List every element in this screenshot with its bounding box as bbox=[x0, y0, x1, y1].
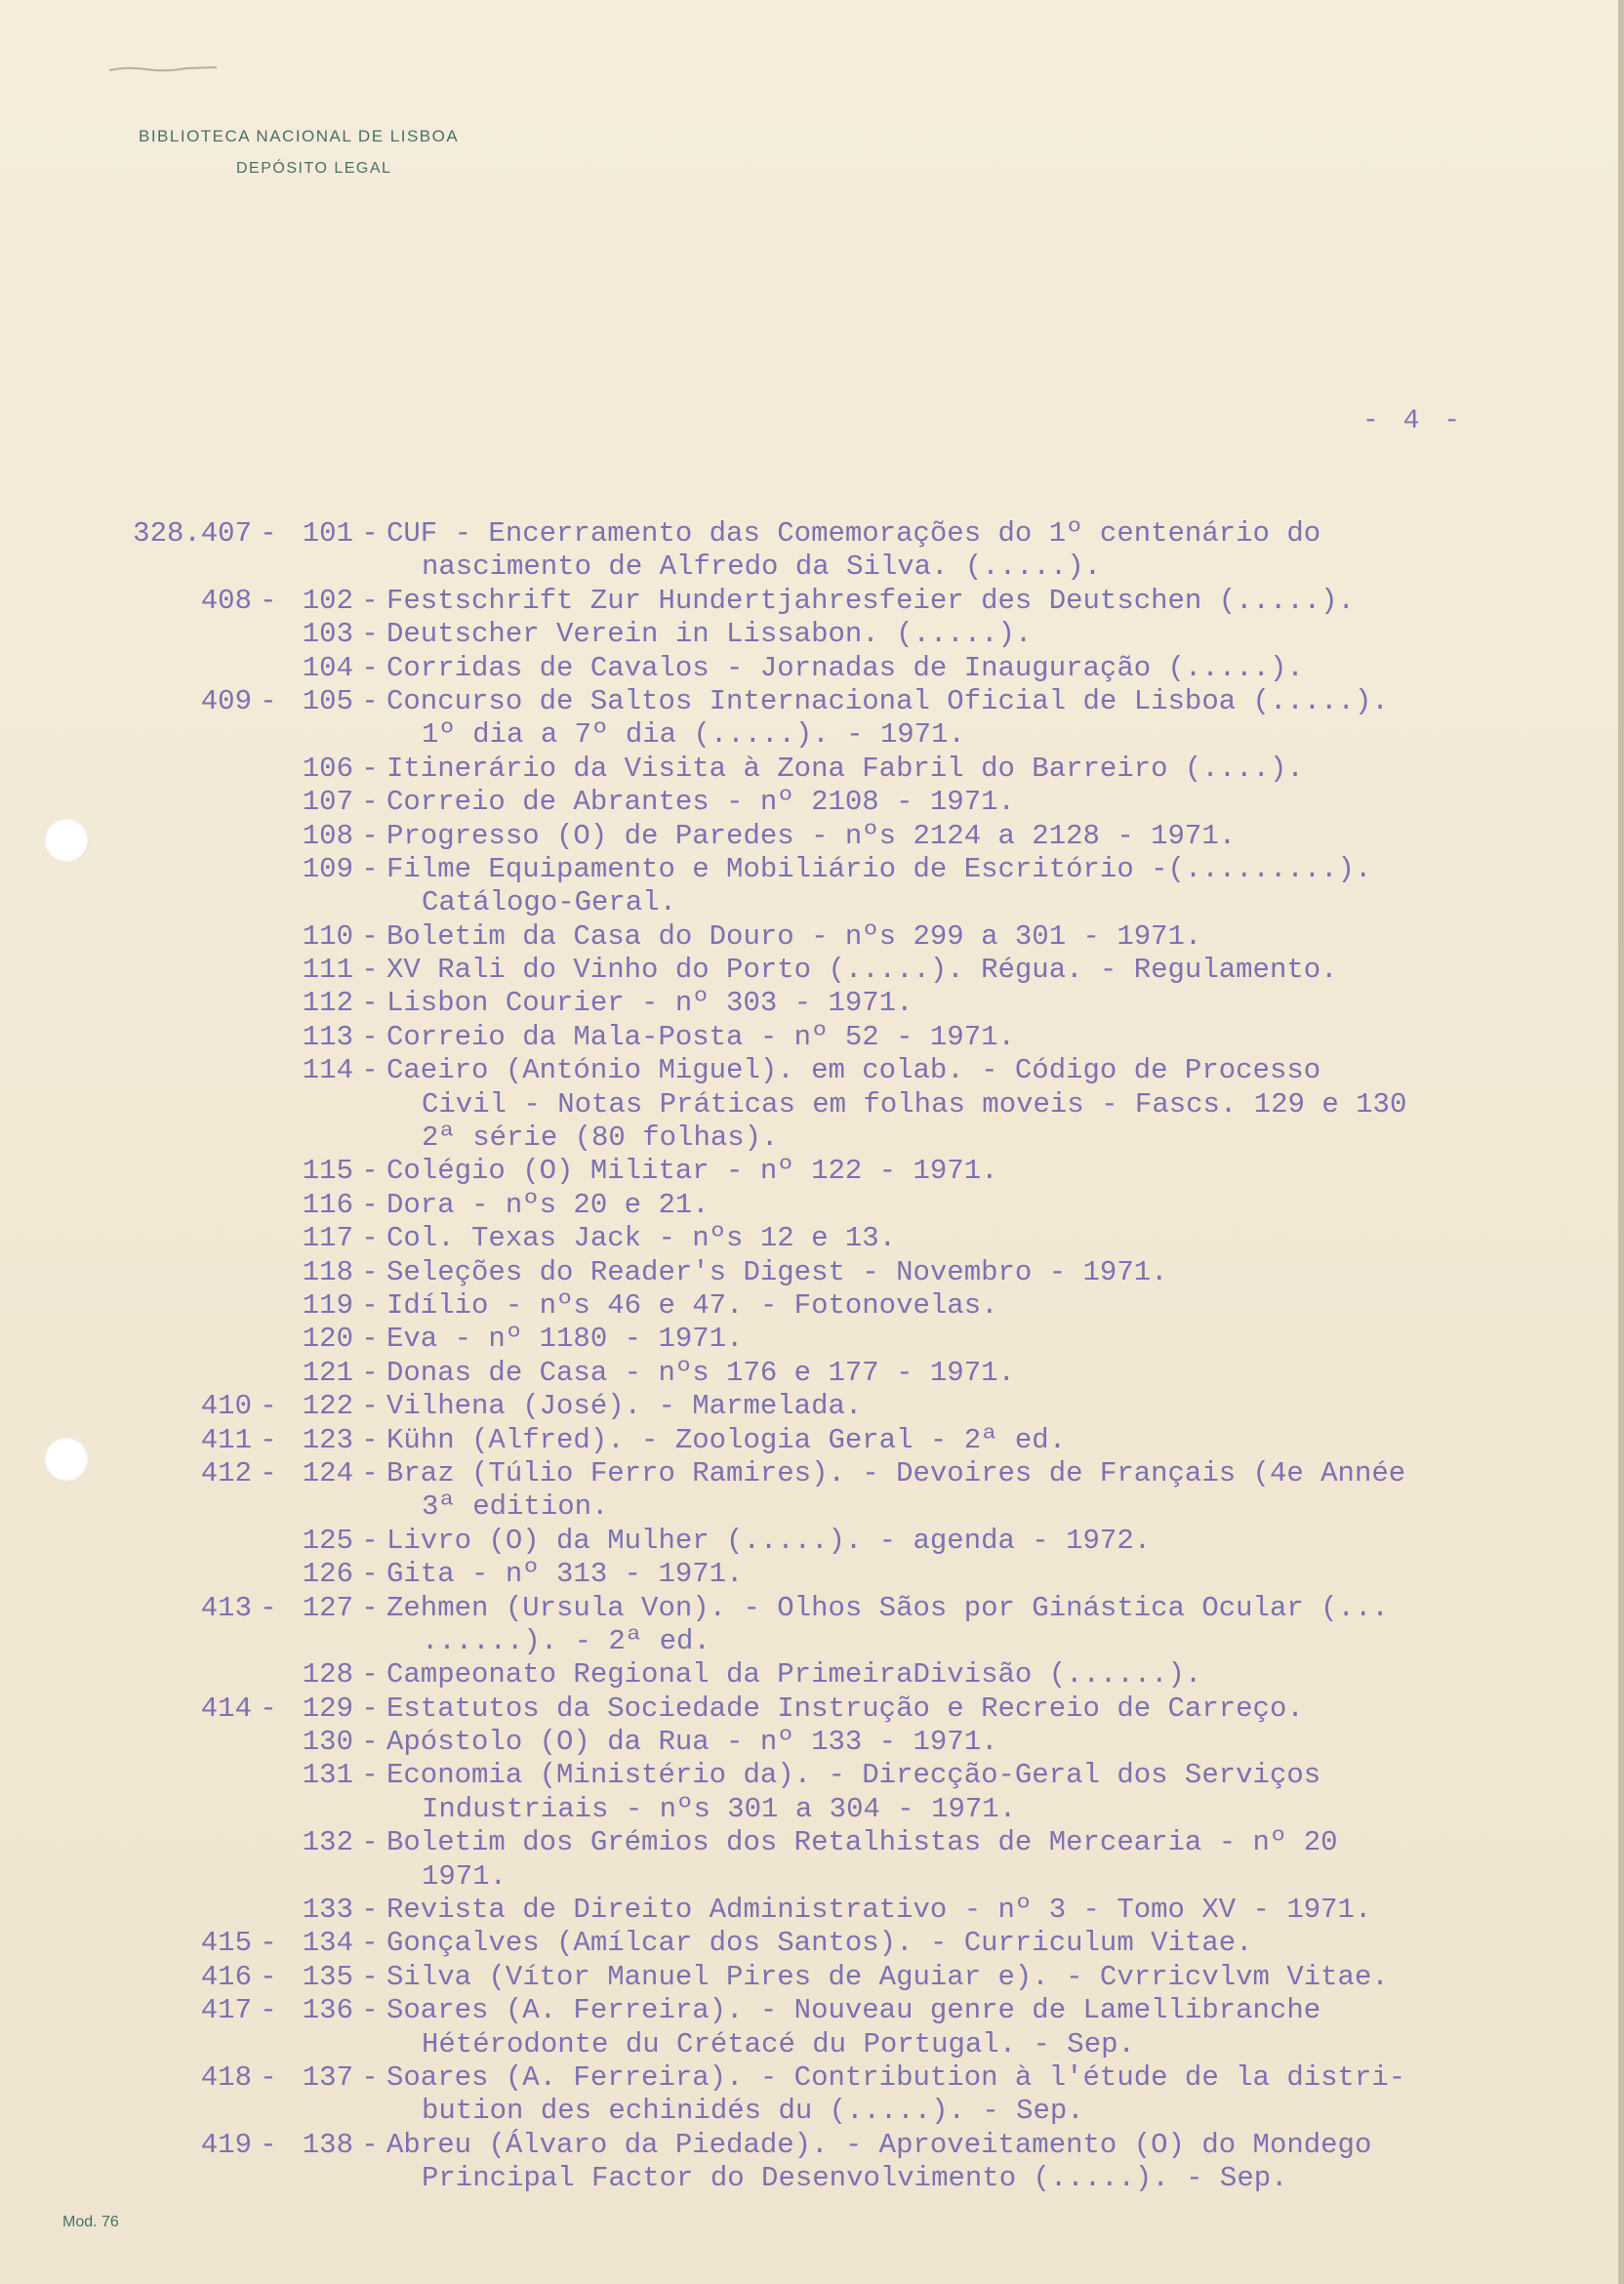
dash-separator: - bbox=[361, 1692, 379, 1725]
entry-row bbox=[105, 1592, 1608, 1625]
entry-row bbox=[105, 1256, 1608, 1289]
item-number: 110 bbox=[302, 919, 353, 953]
deposit-entries-list bbox=[105, 517, 1608, 2196]
dash-separator: - bbox=[260, 1927, 277, 1960]
entry-continuation bbox=[105, 2095, 1608, 2128]
item-number: 104 bbox=[302, 651, 353, 684]
entry-text: Boletim dos Grémios dos Retalhistas de Mercearia - nº 20 bbox=[386, 1826, 1338, 1859]
dash-separator: - bbox=[361, 1255, 379, 1288]
item-number: 108 bbox=[302, 819, 353, 852]
item-number: 112 bbox=[302, 987, 353, 1020]
dash-separator: - bbox=[361, 1894, 379, 1927]
item-number: 127 bbox=[302, 1591, 353, 1624]
entry-text: Principal Factor do Desenvolvimento (.....). - Sep. bbox=[422, 2162, 1288, 2195]
entry-text: XV Rali do Vinho do Porto (.....). Régua. - Regulamento. bbox=[386, 954, 1338, 987]
dash-separator: - bbox=[361, 1826, 379, 1859]
registration-number: 412 bbox=[200, 1456, 252, 1489]
dash-separator: - bbox=[361, 1390, 379, 1423]
dash-separator: - bbox=[260, 1423, 277, 1456]
entry-row bbox=[105, 1289, 1608, 1323]
entry-row bbox=[105, 685, 1608, 718]
entry-row bbox=[105, 1826, 1608, 1859]
entry-text: Silva (Vítor Manuel Pires de Aguiar e). - Cvrricvlvm Vitae. bbox=[386, 1960, 1389, 1993]
dash-separator: - bbox=[361, 954, 379, 987]
dash-separator: - bbox=[361, 1658, 379, 1692]
entry-row bbox=[105, 1323, 1608, 1356]
entry-row bbox=[105, 652, 1608, 685]
entry-row bbox=[105, 954, 1608, 987]
entry-text: bution des echinidés du (.....). - Sep. bbox=[422, 2095, 1084, 2128]
dash-separator: - bbox=[361, 2060, 379, 2094]
entry-text: Zehmen (Ursula Von). - Olhos Sãos por Ginástica Ocular (... bbox=[386, 1591, 1389, 1624]
entry-text: 1º dia a 7º dia (.....). - 1971. bbox=[422, 718, 965, 752]
dash-separator: - bbox=[361, 819, 379, 852]
dash-separator: - bbox=[361, 1994, 379, 2027]
entry-text: Catálogo-Geral. bbox=[422, 886, 677, 919]
dash-separator: - bbox=[361, 651, 379, 684]
entry-row bbox=[105, 1994, 1608, 2027]
dash-separator: - bbox=[260, 1692, 277, 1725]
item-number: 102 bbox=[302, 584, 353, 617]
dash-separator: - bbox=[260, 684, 277, 717]
entry-continuation bbox=[105, 1122, 1608, 1155]
entry-row bbox=[105, 1961, 1608, 1994]
entry-row bbox=[105, 1390, 1608, 1423]
item-number: 126 bbox=[302, 1558, 353, 1591]
entry-row bbox=[105, 1054, 1608, 1087]
dash-separator: - bbox=[361, 1356, 379, 1389]
item-number: 124 bbox=[302, 1456, 353, 1489]
entry-text: Braz (Túlio Ferro Ramires). - Devoires de Français (4e Année bbox=[386, 1456, 1406, 1489]
registration-number: 415 bbox=[200, 1927, 252, 1960]
entry-row bbox=[105, 987, 1608, 1020]
entry-continuation bbox=[105, 1860, 1608, 1894]
item-number: 132 bbox=[302, 1826, 353, 1859]
entry-text: Correio da Mala-Posta - nº 52 - 1971. bbox=[386, 1020, 1015, 1053]
entry-text: Soares (A. Ferreira). - Contribution à l'étude de la distri- bbox=[386, 2060, 1406, 2094]
entry-text: Campeonato Regional da PrimeiraDivisão (......). bbox=[386, 1658, 1202, 1692]
entry-text: Kühn (Alfred). - Zoologia Geral - 2ª ed. bbox=[386, 1423, 1067, 1456]
entry-row bbox=[105, 1021, 1608, 1054]
entry-row bbox=[105, 1457, 1608, 1490]
item-number: 123 bbox=[302, 1423, 353, 1456]
entry-text: Gonçalves (Amílcar dos Santos). - Curriculum Vitae. bbox=[386, 1927, 1253, 1960]
entry-row bbox=[105, 1222, 1608, 1255]
entry-row bbox=[105, 786, 1608, 819]
dash-separator: - bbox=[260, 1994, 277, 2027]
entry-row bbox=[105, 1189, 1608, 1222]
entry-text: Hétérodonte du Crétacé du Portugal. - Sep. bbox=[422, 2027, 1135, 2060]
letterhead bbox=[139, 127, 548, 178]
entry-text: Vilhena (José). - Marmelada. bbox=[386, 1390, 863, 1423]
entry-text: Economia (Ministério da). - Direcção-Geral dos Serviços bbox=[386, 1759, 1321, 1792]
registration-number: 418 bbox=[200, 2060, 252, 2094]
entry-row bbox=[105, 1927, 1608, 1960]
item-number: 134 bbox=[302, 1927, 353, 1960]
item-number: 136 bbox=[302, 1994, 353, 2027]
dash-separator: - bbox=[361, 684, 379, 717]
entry-continuation bbox=[105, 2162, 1608, 2195]
form-model-label: Mod. 76 bbox=[62, 2214, 119, 2230]
item-number: 135 bbox=[302, 1960, 353, 1993]
entry-row bbox=[105, 753, 1608, 786]
item-number: 131 bbox=[302, 1759, 353, 1792]
dash-separator: - bbox=[361, 987, 379, 1020]
item-number: 129 bbox=[302, 1692, 353, 1725]
entry-continuation bbox=[105, 718, 1608, 752]
dash-separator: - bbox=[260, 1960, 277, 1993]
entry-row bbox=[105, 853, 1608, 886]
dash-separator: - bbox=[260, 2060, 277, 2094]
institution-name: BIBLIOTECA NACIONAL DE LISBOA bbox=[139, 127, 460, 145]
item-number: 101 bbox=[302, 517, 353, 550]
item-number: 130 bbox=[302, 1726, 353, 1759]
item-number: 116 bbox=[302, 1188, 353, 1221]
entry-text: Seleções do Reader's Digest - Novembro - 1971. bbox=[386, 1255, 1168, 1288]
registration-number: 411 bbox=[200, 1423, 252, 1456]
entry-text: CUF - Encerramento das Comemorações do 1º centenário do bbox=[386, 517, 1321, 550]
entry-text: Festschrift Zur Hundertjahresfeier des Deutschen (.....). bbox=[386, 584, 1355, 617]
entry-continuation bbox=[105, 1490, 1608, 1524]
item-number: 106 bbox=[302, 752, 353, 785]
entry-row bbox=[105, 618, 1608, 651]
entry-text: Apóstolo (O) da Rua - nº 133 - 1971. bbox=[386, 1726, 998, 1759]
item-number: 122 bbox=[302, 1390, 353, 1423]
item-number: 119 bbox=[302, 1288, 353, 1322]
entry-row bbox=[105, 1726, 1608, 1759]
dash-separator: - bbox=[361, 752, 379, 785]
dash-separator: - bbox=[361, 1054, 379, 1087]
dash-separator: - bbox=[260, 2128, 277, 2161]
entry-row bbox=[105, 1525, 1608, 1558]
entry-text: Deutscher Verein in Lissabon. (.....). bbox=[386, 618, 1033, 651]
entry-row bbox=[105, 820, 1608, 853]
entry-continuation bbox=[105, 1625, 1608, 1658]
entry-row bbox=[105, 1658, 1608, 1692]
entry-text: Abreu (Álvaro da Piedade). - Aproveitamento (O) do Mondego bbox=[386, 2128, 1372, 2161]
entry-row bbox=[105, 1155, 1608, 1188]
registration-number: 413 bbox=[200, 1591, 252, 1624]
registration-number: 419 bbox=[200, 2128, 252, 2161]
entry-text: 3ª edition. bbox=[422, 1490, 609, 1524]
entry-text: 1971. bbox=[422, 1859, 508, 1893]
registration-number: 408 bbox=[200, 584, 252, 617]
entry-continuation bbox=[105, 1088, 1608, 1122]
item-number: 109 bbox=[302, 852, 353, 885]
registration-number: 328.407 bbox=[133, 517, 252, 550]
entry-text: Donas de Casa - nºs 176 e 177 - 1971. bbox=[386, 1356, 1015, 1389]
dash-separator: - bbox=[361, 1288, 379, 1322]
entry-text: Filme Equipamento e Mobiliário de Escritório -(.........). bbox=[386, 852, 1372, 885]
page-number: - 4 - bbox=[1362, 406, 1465, 436]
entry-text: Progresso (O) de Paredes - nºs 2124 a 2128 - 1971. bbox=[386, 819, 1237, 852]
registration-number: 414 bbox=[200, 1692, 252, 1725]
registration-number: 410 bbox=[200, 1390, 252, 1423]
dash-separator: - bbox=[260, 584, 277, 617]
entry-text: Idílio - nºs 46 e 47. - Fotonovelas. bbox=[386, 1288, 998, 1322]
item-number: 114 bbox=[302, 1054, 353, 1087]
entry-text: Concurso de Saltos Internacional Oficial de Lisboa (.....). bbox=[386, 684, 1389, 717]
entry-continuation bbox=[105, 1793, 1608, 1826]
item-number: 105 bbox=[302, 684, 353, 717]
entry-row bbox=[105, 585, 1608, 618]
item-number: 128 bbox=[302, 1658, 353, 1692]
item-number: 107 bbox=[302, 786, 353, 819]
item-number: 138 bbox=[302, 2128, 353, 2161]
dash-separator: - bbox=[361, 919, 379, 953]
entry-row bbox=[105, 1558, 1608, 1591]
entry-text: Livro (O) da Mulher (.....). - agenda - 1972. bbox=[386, 1524, 1152, 1557]
entry-row bbox=[105, 1424, 1608, 1457]
entry-text: Industriais - nºs 301 a 304 - 1971. bbox=[422, 1792, 1017, 1825]
entry-continuation bbox=[105, 551, 1608, 584]
dash-separator: - bbox=[361, 852, 379, 885]
dash-separator: - bbox=[361, 1222, 379, 1255]
entry-row bbox=[105, 2129, 1608, 2162]
entry-text: Correio de Abrantes - nº 2108 - 1971. bbox=[386, 786, 1015, 819]
dash-separator: - bbox=[361, 1726, 379, 1759]
entry-text: Civil - Notas Práticas em folhas moveis - Fascs. 129 e 130 bbox=[422, 1087, 1407, 1121]
item-number: 117 bbox=[302, 1222, 353, 1255]
entry-row bbox=[105, 920, 1608, 954]
item-number: 111 bbox=[302, 954, 353, 987]
entry-text: Itinerário da Visita à Zona Fabril do Barreiro (....). bbox=[386, 752, 1304, 785]
entry-text: Soares (A. Ferreira). - Nouveau genre de Lamellibranche bbox=[386, 1994, 1321, 2027]
dash-separator: - bbox=[361, 1155, 379, 1188]
entry-text: 2ª série (80 folhas). bbox=[422, 1122, 779, 1155]
dash-separator: - bbox=[361, 618, 379, 651]
registration-number: 416 bbox=[200, 1960, 252, 1993]
item-number: 137 bbox=[302, 2060, 353, 2094]
entry-row bbox=[105, 1759, 1608, 1792]
dash-separator: - bbox=[361, 1188, 379, 1221]
entry-text: Dora - nºs 20 e 21. bbox=[386, 1188, 710, 1221]
punch-hole bbox=[44, 818, 89, 863]
dash-separator: - bbox=[361, 1591, 379, 1624]
entry-row bbox=[105, 2061, 1608, 2095]
entry-continuation bbox=[105, 886, 1608, 919]
entry-text: ......). - 2ª ed. bbox=[422, 1624, 710, 1657]
dash-separator: - bbox=[361, 2128, 379, 2161]
dash-separator: - bbox=[361, 1423, 379, 1456]
department-name: DEPÓSITO LEGAL bbox=[236, 160, 392, 177]
dash-separator: - bbox=[260, 1390, 277, 1423]
entry-text: Corridas de Cavalos - Jornadas de Inauguração (.....). bbox=[386, 651, 1304, 684]
entry-text: Caeiro (António Miguel). em colab. - Código de Processo bbox=[386, 1054, 1321, 1087]
dash-separator: - bbox=[260, 1591, 277, 1624]
dash-separator: - bbox=[361, 1323, 379, 1356]
dash-separator: - bbox=[361, 1020, 379, 1053]
dash-separator: - bbox=[361, 1456, 379, 1489]
entry-text: Eva - nº 1180 - 1971. bbox=[386, 1323, 744, 1356]
item-number: 103 bbox=[302, 618, 353, 651]
registration-number: 417 bbox=[200, 1994, 252, 2027]
dash-separator: - bbox=[361, 1524, 379, 1557]
registration-number: 409 bbox=[200, 684, 252, 717]
pencil-mark bbox=[107, 62, 224, 74]
entry-text: Estatutos da Sociedade Instrução e Recreio de Carreço. bbox=[386, 1692, 1304, 1725]
item-number: 120 bbox=[302, 1323, 353, 1356]
dash-separator: - bbox=[361, 584, 379, 617]
entry-text: Colégio (O) Militar - nº 122 - 1971. bbox=[386, 1155, 998, 1188]
entry-text: Col. Texas Jack - nºs 12 e 13. bbox=[386, 1222, 897, 1255]
entry-continuation bbox=[105, 2028, 1608, 2061]
entry-text: Revista de Direito Administrativo - nº 3 - Tomo XV - 1971. bbox=[386, 1894, 1372, 1927]
item-number: 133 bbox=[302, 1894, 353, 1927]
dash-separator: - bbox=[361, 1558, 379, 1591]
paper-edge bbox=[1618, 0, 1624, 2284]
entry-row bbox=[105, 1894, 1608, 1927]
item-number: 118 bbox=[302, 1255, 353, 1288]
dash-separator: - bbox=[361, 1759, 379, 1792]
entry-row bbox=[105, 1693, 1608, 1726]
punch-hole bbox=[44, 1437, 89, 1482]
entry-row bbox=[105, 517, 1608, 551]
item-number: 125 bbox=[302, 1524, 353, 1557]
entry-row bbox=[105, 1357, 1608, 1390]
item-number: 115 bbox=[302, 1155, 353, 1188]
entry-text: nascimento de Alfredo da Silva. (.....). bbox=[422, 551, 1102, 584]
dash-separator: - bbox=[260, 1456, 277, 1489]
dash-separator: - bbox=[260, 517, 277, 550]
dash-separator: - bbox=[361, 1960, 379, 1993]
dash-separator: - bbox=[361, 1927, 379, 1960]
item-number: 121 bbox=[302, 1356, 353, 1389]
entry-text: Lisbon Courier - nº 303 - 1971. bbox=[386, 987, 914, 1020]
dash-separator: - bbox=[361, 786, 379, 819]
item-number: 113 bbox=[302, 1020, 353, 1053]
entry-text: Boletim da Casa do Douro - nºs 299 a 301 - 1971. bbox=[386, 919, 1202, 953]
dash-separator: - bbox=[361, 517, 379, 550]
entry-text: Gita - nº 313 - 1971. bbox=[386, 1558, 744, 1591]
